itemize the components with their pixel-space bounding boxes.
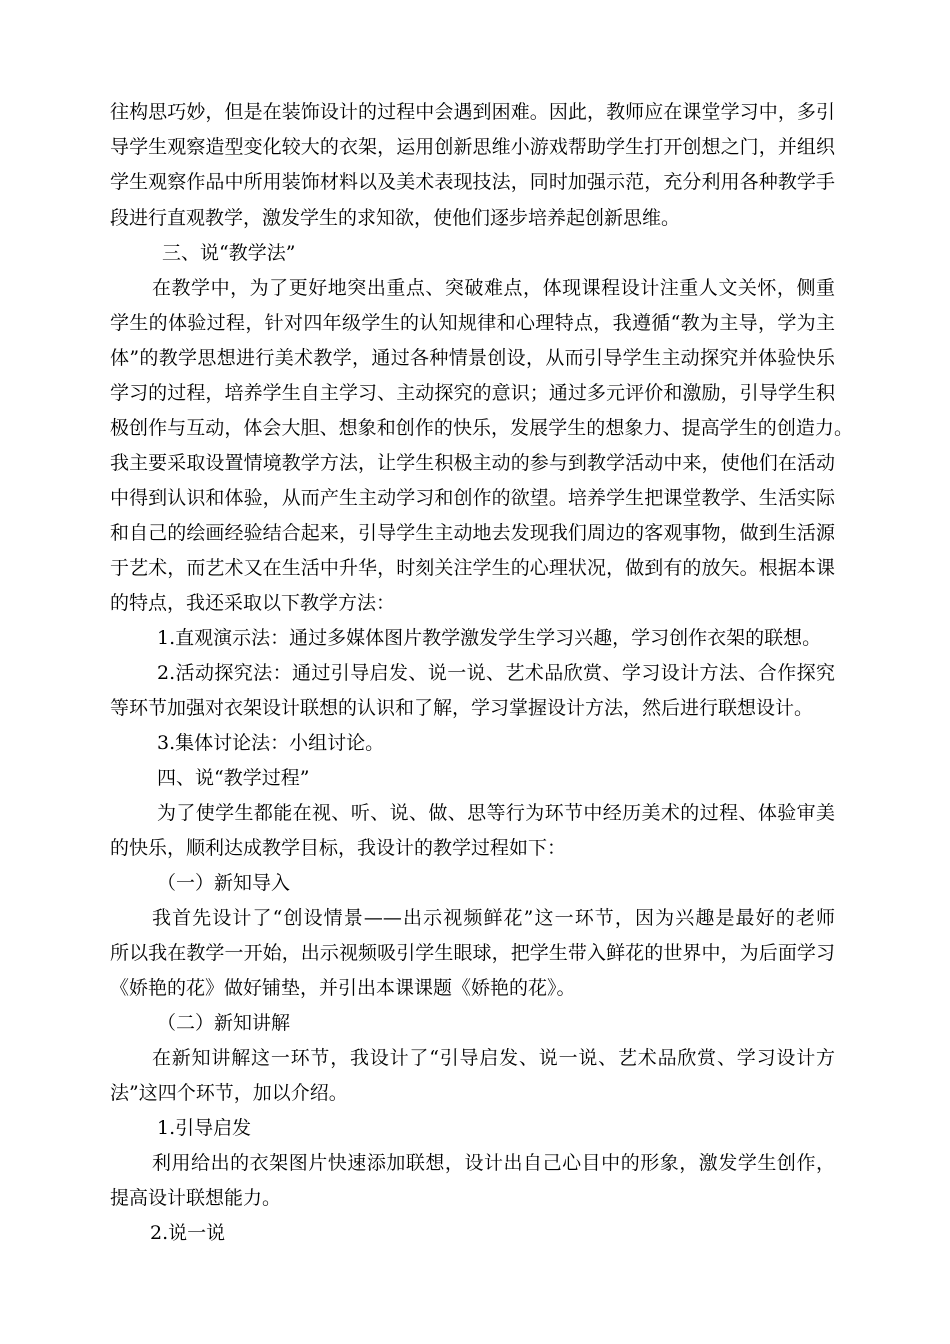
text-line: 极创作与互动，体会大胆、想象和创作的快乐，发展学生的想象力、提高学生的创造力。 [110, 417, 853, 439]
text-line: 的特点，我还采取以下教学方法： [110, 592, 396, 614]
text-line: 在新知讲解这一环节，我设计了“引导启发、说一说、艺术品欣赏、学习设计方 [152, 1047, 835, 1069]
text-line: 体”的教学思想进行美术教学，通过各种情景创设，从而引导学生主动探究并体验快乐 [110, 347, 835, 369]
text-line: 我首先设计了“创设情景——出示视频鲜花”这一环节，因为兴趣是最好的老师 [152, 907, 835, 929]
text-line: 在教学中，为了更好地突出重点、突破难点，体现课程设计注重人文关怀，侧重 [152, 277, 835, 299]
text-line: 所以我在教学一开始，出示视频吸引学生眼球，把学生带入鲜花的世界中，为后面学习 [110, 942, 835, 964]
text-line: 提高设计联想能力。 [110, 1187, 282, 1209]
text-line: 《娇艳的花》做好铺垫，并引出本课课题《娇艳的花》。 [110, 977, 576, 999]
text-line: 1.引导启发 [157, 1117, 252, 1139]
text-line: 导学生观察造型变化较大的衣架，运用创新思维小游戏帮助学生打开创想之门，并组织 [110, 136, 835, 158]
text-line: 和自己的绘画经验结合起来，引导学生主动地去发现我们周边的客观事物，做到生活源 [110, 522, 835, 544]
text-line: 往构思巧妙，但是在装饰设计的过程中会遇到困难。因此，教师应在课堂学习中，多引 [110, 101, 835, 123]
text-line: 学习的过程，培养学生自主学习、主动探究的意识；通过多元评价和激励，引导学生积 [110, 382, 835, 404]
text-line: 等环节加强对衣架设计联想的认识和了解，学习掌握设计方法，然后进行联想设计。 [110, 697, 814, 719]
text-line: 利用给出的衣架图片快速添加联想，设计出自己心目中的形象，激发学生创作， [152, 1152, 835, 1174]
text-line: 段进行直观教学，激发学生的求知欲，使他们逐步培养起创新思维。 [110, 207, 681, 229]
text-line: （二）新知讲解 [157, 1012, 291, 1034]
text-line: 的快乐，顺利达成教学目标，我设计的教学过程如下： [110, 837, 567, 859]
text-line: 我主要采取设置情境教学方法，让学生积极主动的参与到教学活动中来，使他们在活动 [110, 452, 835, 474]
text-line: （一）新知导入 [157, 872, 291, 894]
text-line: 3.集体讨论法：小组讨论。 [157, 732, 385, 754]
text-line: 2.活动探究法：通过引导启发、说一说、艺术品欣赏、学习设计方法、合作探究 [157, 662, 835, 684]
text-line: 1.直观演示法：通过多媒体图片教学激发学生学习兴趣，学习创作衣架的联想。 [157, 627, 822, 649]
text-line: 中得到认识和体验，从而产生主动学习和创作的欲望。培养学生把课堂教学、生活实际 [110, 487, 835, 509]
text-line: 法”这四个环节，加以介绍。 [110, 1082, 348, 1104]
text-line: 学生观察作品中所用装饰材料以及美术表现技法，同时加强示范，充分利用各种教学手 [110, 171, 835, 193]
text-line: 2.说一说 [150, 1222, 226, 1244]
text-line: 于艺术，而艺术又在生活中升华，时刻关注学生的心理状况，做到有的放矢。根据本课 [110, 557, 835, 579]
text-line: 四、说“教学过程” [157, 767, 310, 789]
text-line: 学生的体验过程，针对四年级学生的认知规律和心理特点，我遵循“教为主导，学为主 [110, 312, 835, 334]
text-line: 为了使学生都能在视、听、说、做、思等行为环节中经历美术的过程、体验审美 [157, 802, 835, 824]
text-line: 三、说“教学法” [162, 242, 296, 264]
